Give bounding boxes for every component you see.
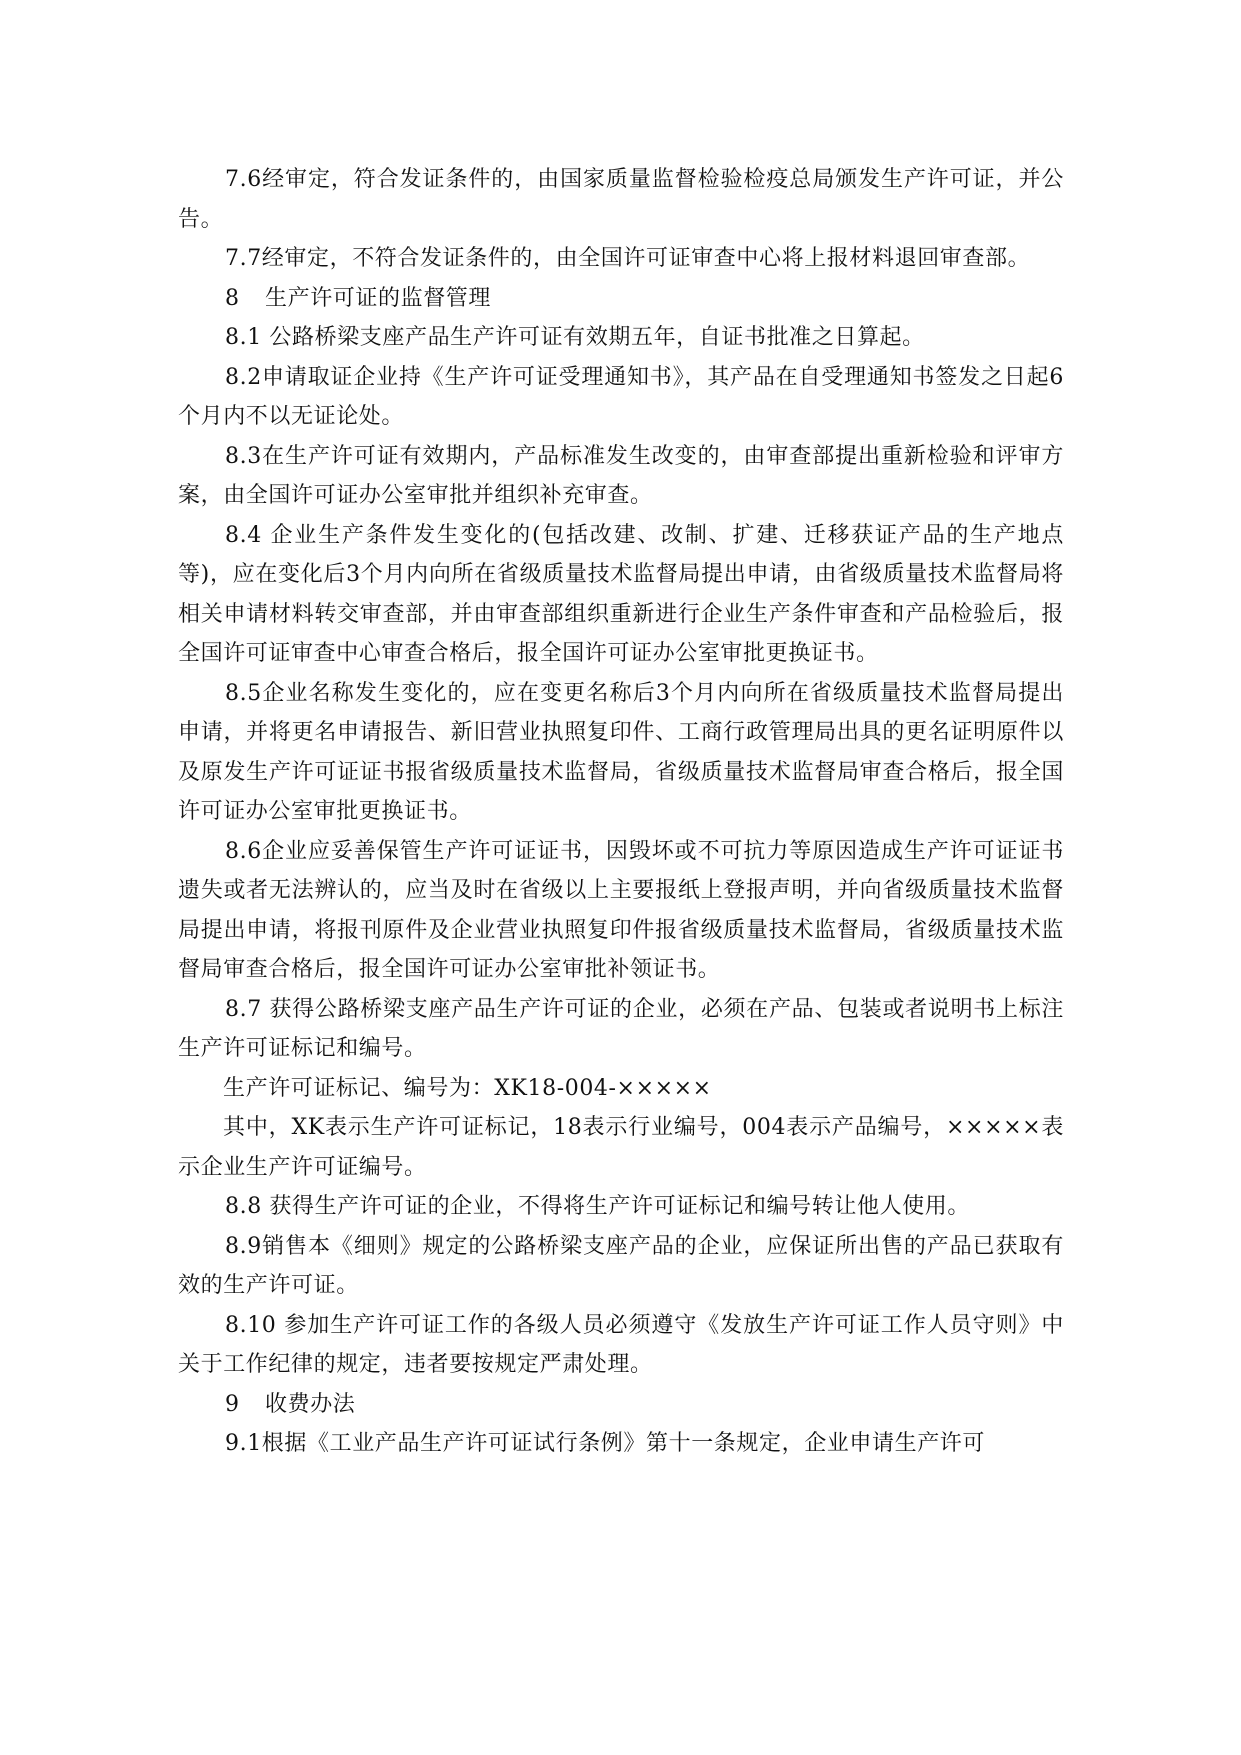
paragraph-8-1: 8.1 公路桥梁支座产品生产许可证有效期五年，自证书批准之日算起。: [225, 325, 925, 350]
paragraph-8-10: 8.10 参加生产许可证工作的各级人员必须遵守《发放生产许可证工作人员守则》中关于工作纪律的规定，违者要按规定严肃处理。: [178, 1312, 1064, 1377]
license-mark-line: 生产许可证标记、编号为：XK18-004-×××××: [223, 1075, 712, 1101]
license-mark-explanation: 其中，XK表示生产许可证标记，18表示行业编号，004表示产品编号，×××××表示企业生产许可证编号。: [178, 1115, 1064, 1180]
paragraph-8-8: 8.8 获得生产许可证的企业，不得将生产许可证标记和编号转让他人使用。: [225, 1194, 970, 1219]
paragraph-8-2: 8.2申请取证企业持《生产许可证受理通知书》，其产品在自受理通知书签发之日起6个月内不以无证论处。: [178, 364, 1064, 429]
section-number: 8: [225, 285, 240, 311]
paragraph-8-6: 8.6企业应妥善保管生产许可证证书，因毁坏或不可抗力等原因造成生产许可证证书遗失或者无法辨认的，应当及时在省级以上主要报纸上登报声明，并向省级质量技术监督局提出申请，将报刊原件及企业营业执照复印件报省级质量技术监督局，省级质量技术监督局审查合格后，报全国许可证办公室审批补领证书。: [178, 838, 1064, 982]
paragraph-8-5: 8.5企业名称发生变化的，应在变更名称后3个月内向所在省级质量技术监督局提出申请，并将更名申请报告、新旧营业执照复印件、工商行政管理局出具的更名证明原件以及原发生产许可证证书报省级质量技术监督局，省级质量技术监督局审查合格后，报全国许可证办公室审批更换证书。: [178, 680, 1064, 824]
section-number: 9: [225, 1391, 240, 1417]
paragraph-8-9: 8.9销售本《细则》规定的公路桥梁支座产品的企业，应保证所出售的产品已获取有效的生产许可证。: [178, 1233, 1064, 1298]
section-heading-8: [178, 279, 1064, 319]
paragraph-7-6: 7.6经审定，符合发证条件的，由国家质量监督检验检疫总局颁发生产许可证，并公告。: [178, 167, 1064, 232]
paragraph-8-4: 8.4 企业生产条件发生变化的(包括改建、改制、扩建、迁移获证产品的生产地点等)，应在变化后3个月内向所在省级质量技术监督局提出申请，由省级质量技术监督局将相关申请材料转交审查部，并由审查部组织重新进行企业生产条件审查和产品检验后，报全国许可证审查中心审查合格后，报全国许可证办公室审批更换证书。: [178, 522, 1064, 666]
section-title: 收费办法: [265, 1391, 356, 1417]
section-title: 生产许可证的监督管理: [265, 285, 492, 311]
paragraph-8-7: 8.7 获得公路桥梁支座产品生产许可证的企业，必须在产品、包装或者说明书上标注生产许可证标记和编号。: [178, 996, 1064, 1061]
document-page: [178, 160, 1064, 1464]
paragraph-7-7: 7.7经审定，不符合发证条件的，由全国许可证审查中心将上报材料退回审查部。: [225, 246, 1031, 271]
section-heading-9: [178, 1385, 1064, 1425]
paragraph-8-3: 8.3在生产许可证有效期内，产品标准发生改变的，由审查部提出重新检验和评审方案，由全国许可证办公室审批并组织补充审查。: [178, 443, 1064, 508]
paragraph-9-1: 9.1根据《工业产品生产许可证试行条例》第十一条规定，企业申请生产许可: [225, 1431, 985, 1456]
